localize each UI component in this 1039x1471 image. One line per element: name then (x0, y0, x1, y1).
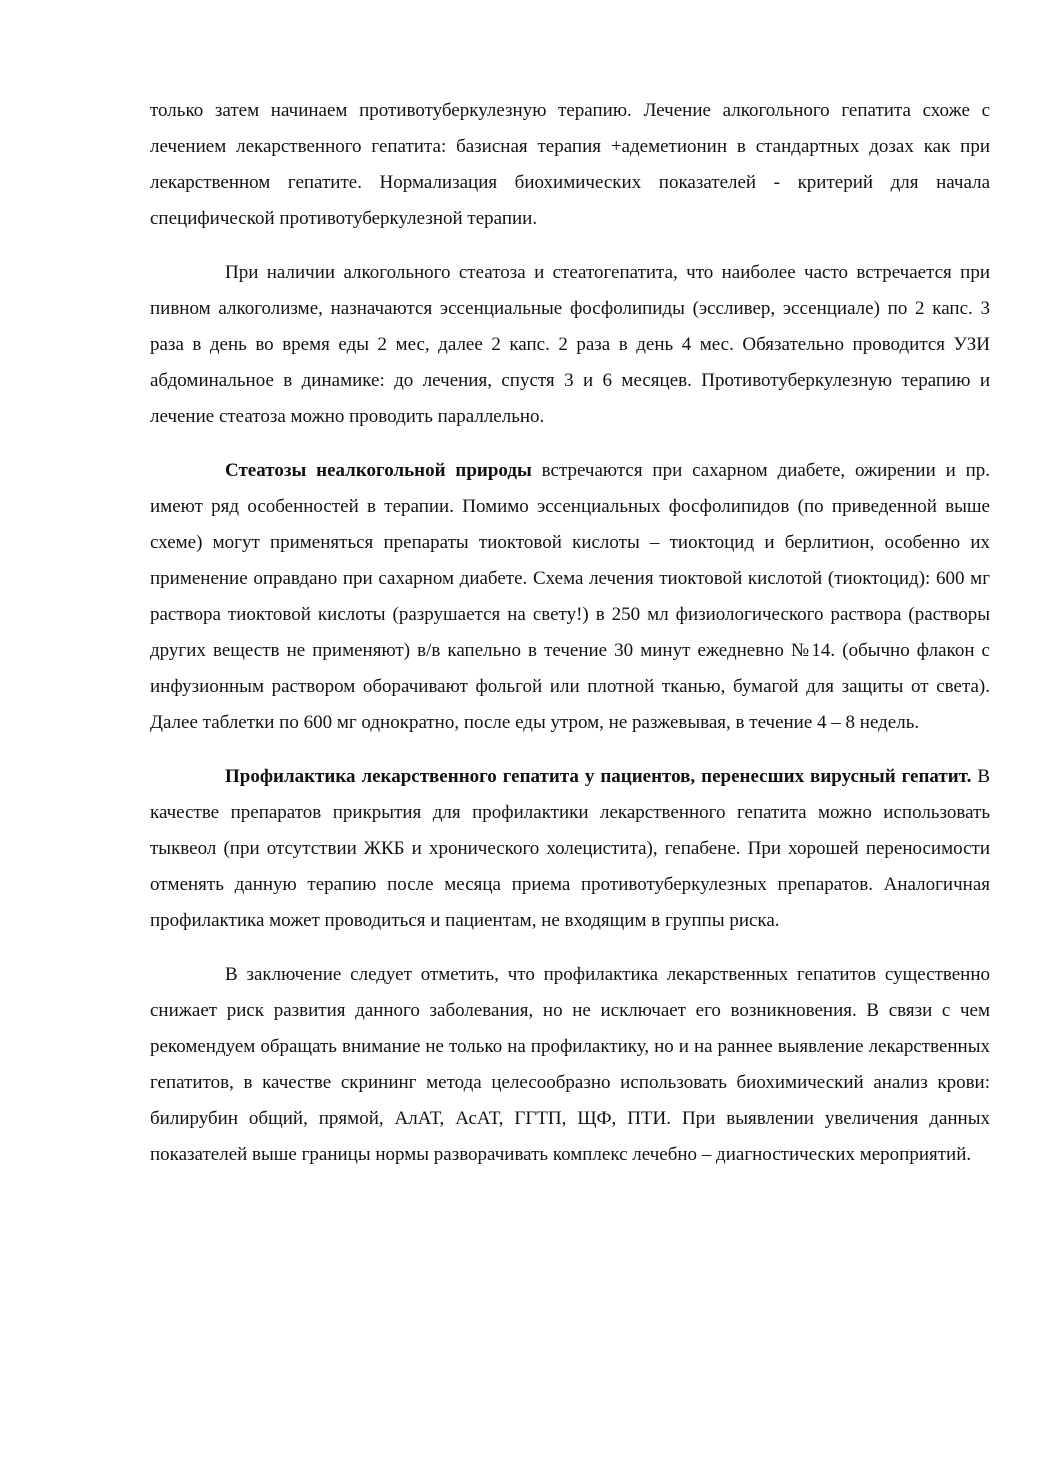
paragraph-steatosis-nonalcoholic (150, 453, 990, 741)
paragraph-text: встречаются при сахарном диабете, ожирении и пр. имеют ряд особенностей в терапии. Помимо эссенциальных фосфолипидов (по приведенной выше схеме) могут применяться препараты тиоктовой кислоты – тиоктоцид и берлитион, особенно их применение оправдано при сахарном диабете. Схема лечения тиоктовой кислотой (тиоктоцид): 600 мг раствора тиоктовой кислоты (разрушается на свету!) в 250 мл физиологического раствора (растворы других веществ не применяют) в/в капельно в течение 30 минут ежедневно №14. (обычно флакон с инфузионным раствором оборачивают фольгой или плотной тканью, бумагой для защиты от света). Далее таблетки по 600 мг однократно, после еды утром, не разжевывая, в течение 4 – 8 недель. (150, 460, 990, 733)
paragraph-text: При наличии алкогольного стеатоза и стеатогепатита, что наиболее часто встречается при пивном алкоголизме, назначаются эссенциальные фосфолипиды (эссливер, эссенциале) по 2 капс. 3 раза в день во время еды 2 мес, далее 2 капс. 2 раза в день 4 мес. Обязательно проводится УЗИ абдоминальное в динамике: до лечения, спустя 3 и 6 месяцев. Противотуберкулезную терапию и лечение стеатоза можно проводить параллельно. (150, 262, 990, 427)
document-page (150, 93, 990, 1191)
paragraph-text: В заключение следует отметить, что профилактика лекарственных гепатитов существенно снижает риск развития данного заболевания, но не исключает его возникновения. В связи с чем рекомендуем обращать внимание не только на профилактику, но и на раннее выявление лекарственных гепатитов, в качестве скрининг метода целесообразно использовать биохимический анализ крови: билирубин общий, прямой, АлАТ, АсАТ, ГГТП, ЩФ, ПТИ. При выявлении увеличения данных показателей выше границы нормы разворачивать комплекс лечебно – диагностических мероприятий. (150, 964, 990, 1165)
paragraph-prophylaxis (150, 759, 990, 939)
paragraph-heading: Стеатозы неалкогольной природы (225, 460, 532, 481)
paragraph-steatosis-alcoholic (150, 255, 990, 435)
paragraph-text: только затем начинаем противотуберкулезную терапию. Лечение алкогольного гепатита схоже с лечением лекарственного гепатита: базисная терапия +адеметионин в стандартных дозах как при лекарственном гепатите. Нормализация биохимических показателей - критерий для начала специфической противотуберкулезной терапии. (150, 100, 990, 229)
paragraph-text: В качестве препаратов прикрытия для профилактики лекарственного гепатита можно использовать тыквеол (при отсутствии ЖКБ и хронического холецистита), гепабене. При хорошей переносимости отменять данную терапию после месяца приема противотуберкулезных препаратов. Аналогичная профилактика может проводиться и пациентам, не входящим в группы риска. (150, 766, 990, 931)
paragraph-heading: Профилактика лекарственного гепатита у пациентов, перенесших вирусный гепатит. (225, 766, 972, 787)
paragraph-conclusion (150, 957, 990, 1173)
paragraph-alcoholic-hepatitis (150, 93, 990, 237)
